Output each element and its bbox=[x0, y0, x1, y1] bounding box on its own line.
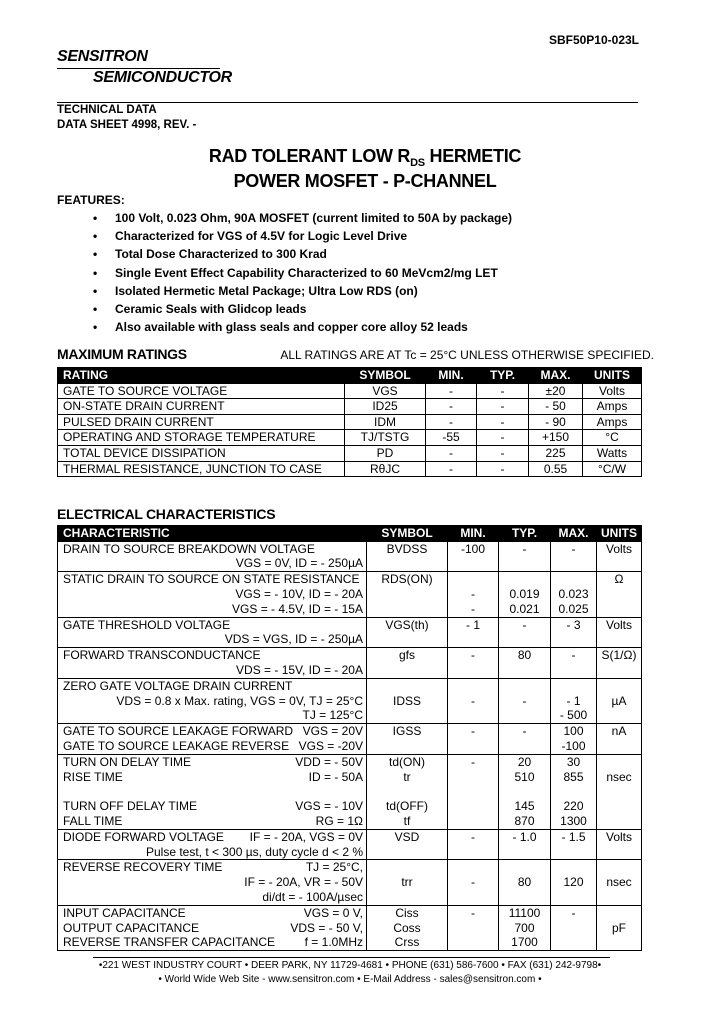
col-header: RATING bbox=[58, 368, 345, 384]
units-cell: Amps bbox=[583, 399, 642, 415]
feature-item: • Total Dose Characterized to 300 Krad bbox=[93, 247, 327, 262]
feature-item: • Ceramic Seals with Glidcop leads bbox=[93, 301, 307, 316]
symbol-cell: RDS(ON) bbox=[367, 572, 448, 617]
symbol-cell: gfs bbox=[367, 648, 448, 679]
electrical-characteristics-table bbox=[57, 525, 642, 951]
max-ratings-heading: MAXIMUM RATINGS bbox=[57, 346, 187, 362]
document-title-line2: POWER MOSFET - P-CHANNEL bbox=[233, 171, 497, 191]
col-header: TYP. bbox=[499, 526, 551, 542]
feature-item: • Also available with glass seals and copper core alloy 52 leads bbox=[93, 320, 468, 335]
table-row bbox=[58, 724, 642, 755]
min-cell: - - bbox=[448, 572, 499, 617]
typ-cell: 11100 700 1700 bbox=[499, 905, 551, 950]
max-cell: - bbox=[551, 905, 597, 950]
rating-cell: PULSED DRAIN CURRENT bbox=[58, 414, 345, 430]
col-header: UNITS bbox=[597, 526, 642, 542]
typ-cell: - bbox=[499, 724, 551, 755]
max-cell: - bbox=[551, 648, 597, 679]
feature-item: • Single Event Effect Capability Characterized to 60 MeVcm2/mg LET bbox=[93, 265, 498, 280]
characteristic-cell: DRAIN TO SOURCE BREAKDOWN VOLTAGE VGS = 0V, ID = - 250µA bbox=[58, 541, 367, 572]
min-cell: - bbox=[426, 399, 477, 415]
characteristic-cell: STATIC DRAIN TO SOURCE ON STATE RESISTANCE VGS = - 10V, ID = - 20A VGS = - 4.5V, ID = - 15A bbox=[58, 572, 367, 617]
min-cell: - bbox=[426, 383, 477, 399]
characteristic-cell: DIODE FORWARD VOLTAGE IF = - 20A, VGS = 0V Pulse test, t < 300 µs, duty cycle d < 2 % bbox=[58, 829, 367, 860]
max-cell: - 90 bbox=[529, 414, 583, 430]
table-row bbox=[58, 648, 642, 679]
col-header: MIN. bbox=[426, 368, 477, 384]
characteristic-cell: FORWARD TRANSCONDUCTANCE VDS = - 15V, ID = - 20A bbox=[58, 648, 367, 679]
units-cell: Ω bbox=[597, 572, 642, 617]
max-cell: - 50 bbox=[529, 399, 583, 415]
symbol-cell: VGS(th) bbox=[367, 617, 448, 648]
characteristic-cell: INPUT CAPACITANCE VGS = 0 V, OUTPUT CAPACITANCE VDS = - 50 V, REVERSE TRANSFER CAPACITANCE f = 1.0MHz bbox=[58, 905, 367, 950]
symbol-cell: ID25 bbox=[345, 399, 426, 415]
min-cell: - bbox=[426, 461, 477, 477]
table-row bbox=[58, 860, 642, 905]
symbol-cell: RθJC bbox=[345, 461, 426, 477]
table-row bbox=[58, 617, 642, 648]
col-header: MAX. bbox=[551, 526, 597, 542]
units-cell: Volts bbox=[597, 541, 642, 572]
units-cell: Volts bbox=[597, 829, 642, 860]
characteristic-cell: GATE THRESHOLD VOLTAGE VDS = VGS, ID = - 250µA bbox=[58, 617, 367, 648]
min-cell: -55 bbox=[426, 430, 477, 446]
min-cell: - bbox=[426, 414, 477, 430]
units-cell: Volts bbox=[583, 383, 642, 399]
table-row bbox=[58, 754, 642, 829]
min-cell: - 1 bbox=[448, 617, 499, 648]
col-header: MIN. bbox=[448, 526, 499, 542]
typ-cell: - bbox=[499, 617, 551, 648]
feature-item: • 100 Volt, 0.023 Ohm, 90A MOSFET (current limited to 50A by package) bbox=[93, 211, 513, 225]
col-header: MAX. bbox=[529, 368, 583, 384]
table-row bbox=[58, 399, 642, 415]
rating-cell: GATE TO SOURCE VOLTAGE bbox=[58, 383, 345, 399]
min-cell: - bbox=[448, 829, 499, 860]
rating-cell: THERMAL RESISTANCE, JUNCTION TO CASE bbox=[58, 461, 345, 477]
max-ratings-table bbox=[57, 367, 642, 477]
max-ratings-body bbox=[58, 383, 642, 477]
company-name-line1: SENSITRON bbox=[57, 48, 148, 65]
technical-data-label: TECHNICAL DATA bbox=[57, 104, 157, 116]
typ-cell: - bbox=[477, 414, 529, 430]
min-cell: - bbox=[448, 724, 499, 755]
feature-item: • Characterized for VGS of 4.5V for Logic Level Drive bbox=[93, 229, 408, 244]
max-cell: 0.55 bbox=[529, 461, 583, 477]
units-cell: Volts bbox=[597, 617, 642, 648]
typ-cell: 0.019 0.021 bbox=[499, 572, 551, 617]
features-list bbox=[93, 209, 512, 336]
max-cell: - 1 - 500 bbox=[551, 678, 597, 723]
symbol-cell: PD bbox=[345, 445, 426, 461]
table-row bbox=[58, 445, 642, 461]
characteristic-cell: GATE TO SOURCE LEAKAGE FORWARD VGS = 20V GATE TO SOURCE LEAKAGE REVERSE VGS = -20V bbox=[58, 724, 367, 755]
max-cell: - 1.5 bbox=[551, 829, 597, 860]
footer-web: • World Wide Web Site - www.sensitron.com • E-Mail Address - sales@sensitron.com • bbox=[158, 974, 542, 985]
table-row bbox=[58, 572, 642, 617]
units-cell: °C/W bbox=[583, 461, 642, 477]
units-cell: pF bbox=[597, 905, 642, 950]
max-cell: - 3 bbox=[551, 617, 597, 648]
symbol-cell: IDM bbox=[345, 414, 426, 430]
symbol-cell: VSD bbox=[367, 829, 448, 860]
footer-divider bbox=[93, 957, 610, 958]
min-cell: - bbox=[448, 860, 499, 905]
max-cell: 0.023 0.025 bbox=[551, 572, 597, 617]
part-number: SBF50P10-023L bbox=[548, 33, 639, 47]
table-row bbox=[58, 678, 642, 723]
symbol-cell: VGS bbox=[345, 383, 426, 399]
electrical-characteristics-heading: ELECTRICAL CHARACTERISTICS bbox=[57, 506, 276, 522]
typ-cell: - 1.0 bbox=[499, 829, 551, 860]
feature-item: • Isolated Hermetic Metal Package; Ultra Low RDS (on) bbox=[93, 283, 418, 298]
symbol-cell: Ciss Coss Crss bbox=[367, 905, 448, 950]
min-cell: - bbox=[448, 754, 499, 829]
col-header: CHARACTERISTIC bbox=[58, 526, 367, 542]
datasheet-revision: DATA SHEET 4998, REV. - bbox=[57, 119, 197, 131]
units-cell: S(1/Ω) bbox=[597, 648, 642, 679]
typ-cell: 20 510 145 870 bbox=[499, 754, 551, 829]
min-cell: -100 bbox=[448, 541, 499, 572]
typ-cell: - bbox=[499, 541, 551, 572]
company-name-line2: SEMICONDUCTOR bbox=[93, 69, 232, 86]
header-divider bbox=[57, 102, 638, 103]
table-row bbox=[58, 829, 642, 860]
rating-cell: ON-STATE DRAIN CURRENT bbox=[58, 399, 345, 415]
typ-cell: - bbox=[477, 383, 529, 399]
max-cell: 30 855 220 1300 bbox=[551, 754, 597, 829]
typ-cell: - bbox=[477, 445, 529, 461]
footer-address: •221 WEST INDUSTRY COURT • DEER PARK, NY 11729-4681 • PHONE (631) 586-7600 • FAX (631) 242-9798• bbox=[98, 960, 602, 971]
min-cell: - bbox=[448, 648, 499, 679]
max-ratings-note: ALL RATINGS ARE AT Tc = 25°C UNLESS OTHERWISE SPECIFIED. bbox=[280, 348, 654, 362]
units-cell: nA bbox=[597, 724, 642, 755]
table-row bbox=[58, 905, 642, 950]
characteristic-cell: REVERSE RECOVERY TIME TJ = 25°C, IF = - 20A, VR = - 50V di/dt = - 100A/µsec bbox=[58, 860, 367, 905]
col-header: SYMBOL bbox=[345, 368, 426, 384]
table-row bbox=[58, 414, 642, 430]
rating-cell: OPERATING AND STORAGE TEMPERATURE bbox=[58, 430, 345, 446]
max-cell: - bbox=[551, 541, 597, 572]
symbol-cell: td(ON) tr td(OFF) tf bbox=[367, 754, 448, 829]
typ-cell: - bbox=[477, 399, 529, 415]
characteristic-cell: ZERO GATE VOLTAGE DRAIN CURRENT VDS = 0.8 x Max. rating, VGS = 0V, TJ = 25°C TJ = 125°C bbox=[58, 678, 367, 723]
typ-cell: - bbox=[499, 678, 551, 723]
document-title-line1: RAD TOLERANT LOW $R_{DS}$ HERMETIC bbox=[208, 146, 522, 169]
typ-cell: - bbox=[477, 461, 529, 477]
col-header: SYMBOL bbox=[367, 526, 448, 542]
typ-cell: 80 bbox=[499, 860, 551, 905]
units-cell: nsec bbox=[597, 754, 642, 829]
max-cell: 100 -100 bbox=[551, 724, 597, 755]
units-cell: °C bbox=[583, 430, 642, 446]
units-cell: µA bbox=[597, 678, 642, 723]
symbol-cell: IGSS bbox=[367, 724, 448, 755]
characteristic-cell: TURN ON DELAY TIME VDD = - 50V RISE TIME ID = - 50A TURN OFF DELAY TIME VGS = - 10V FALL TIME RG = 1Ω bbox=[58, 754, 367, 829]
units-cell: nsec bbox=[597, 860, 642, 905]
max-cell: ±20 bbox=[529, 383, 583, 399]
max-cell: +150 bbox=[529, 430, 583, 446]
max-cell: 225 bbox=[529, 445, 583, 461]
symbol-cell: trr bbox=[367, 860, 448, 905]
table-row bbox=[58, 430, 642, 446]
typ-cell: - bbox=[477, 430, 529, 446]
max-cell: 120 bbox=[551, 860, 597, 905]
min-cell: - bbox=[448, 678, 499, 723]
table-row bbox=[58, 461, 642, 477]
units-cell: Amps bbox=[583, 414, 642, 430]
symbol-cell: TJ/TSTG bbox=[345, 430, 426, 446]
typ-cell: 80 bbox=[499, 648, 551, 679]
col-header: UNITS bbox=[583, 368, 642, 384]
min-cell: - bbox=[426, 445, 477, 461]
min-cell: - bbox=[448, 905, 499, 950]
table-row bbox=[58, 383, 642, 399]
symbol-cell: BVDSS bbox=[367, 541, 448, 572]
table-row bbox=[58, 541, 642, 572]
units-cell: Watts bbox=[583, 445, 642, 461]
rating-cell: TOTAL DEVICE DISSIPATION bbox=[58, 445, 345, 461]
col-header: TYP. bbox=[477, 368, 529, 384]
symbol-cell: IDSS bbox=[367, 678, 448, 723]
features-heading: FEATURES: bbox=[57, 193, 125, 207]
